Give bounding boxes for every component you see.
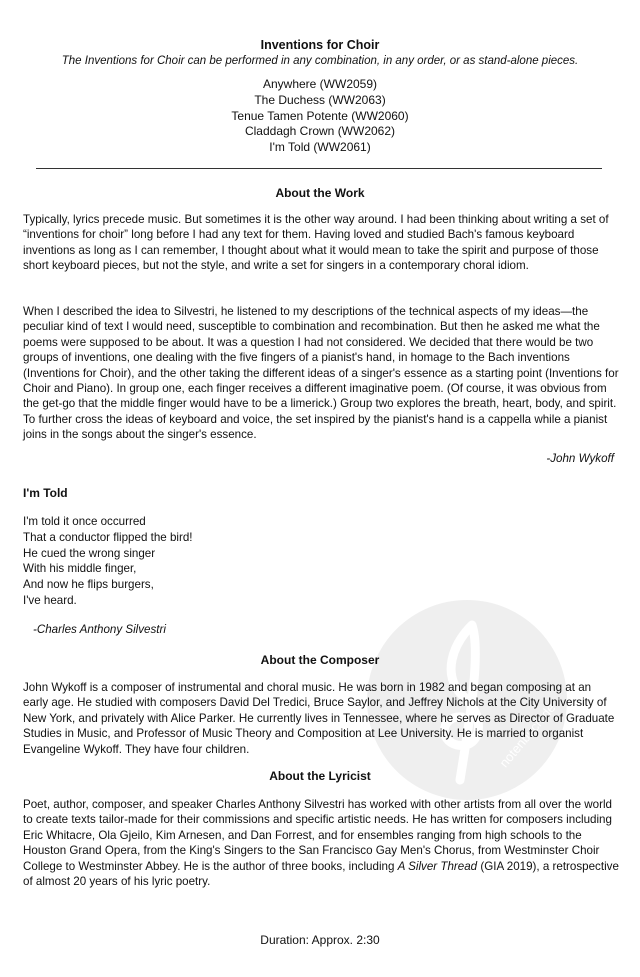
about-work-paragraph-2: When I described the idea to Silvestri, he listened to my descriptions of the technical aspects of my ideas—the peculiar kind of text I would need, susceptible to combination and recombination. But then he asked me what the poems were supposed to be about. It was a question I had not considered. We decided that there would be two groups of inventions, one dealing with the five fingers of a pianist's hand, in homage to the Bach inventions (Inventions for Choir), and the other taking the different ideas of a singer's essence as a starting point (Inventions for Choir and Piano). In group one, each finger receives a different imaginative poem. (Of course, it was obvious from the get-go that the middle finger would have to be a limerick.) Group two explores the breath, heart, body, and spirit. To further cross the ideas of keyboard and voice, the set inspired by the pianist's hand is a cappella while a pianist joins in the songs about the singer's essence. xyxy=(23,305,619,442)
poem-line: I'm told it once occurred xyxy=(23,515,146,528)
poem-line: I've heard. xyxy=(23,593,77,607)
about-work-heading: About the Work xyxy=(275,186,365,200)
piece-item: Anywhere (WW2059) xyxy=(262,77,378,91)
about-composer-heading: About the Composer xyxy=(260,653,380,667)
piece-item: I'm Told (WW2061) xyxy=(269,140,371,155)
piece-item: Tenue Tamen Potente (WW2060) xyxy=(231,108,409,123)
composer-signature: -John Wykoff xyxy=(546,452,614,465)
poem-line: With his middle finger, xyxy=(23,562,137,576)
about-lyricist-heading: About the Lyricist xyxy=(269,769,371,783)
page-subtitle: The Inventions for Choir can be performed in any combination, in any order, or as stand-alone pieces. xyxy=(61,55,579,67)
about-work-paragraph-1: Typically, lyrics precede music. But sometimes it is the other way around. I had been thinking about writing a set of “inventions for choir” long before I had any text for them. Having loved and studied Bach's famous keyboard inventions as long as I can remember, I thought about what it would mean to take the spirit and purpose of those short keyboard pieces, but not the style, and write a set for singers in a contemporary choral idiom. xyxy=(23,213,609,273)
poem-lines xyxy=(23,514,193,609)
piece-list xyxy=(0,77,640,156)
about-lyricist-paragraph xyxy=(23,797,619,889)
poem-line: That a conductor flipped the bird! xyxy=(23,530,193,544)
poem-line: He cued the wrong singer xyxy=(23,546,156,560)
poem-line: And now he flips burgers, xyxy=(23,578,154,592)
divider xyxy=(36,168,602,169)
duration-text: Duration: Approx. 2:30 xyxy=(260,933,380,947)
lyricist-text: Poet, author, composer, and speaker Charles Anthony Silvestri has worked with other artists from all over the world to create texts tailor-made for their commissions and specific artistic needs. He has written for composers including Eric Whitacre, Ola Gjeilo, Kim Arnesen, and Dan Forrest, and for ensembles ranging from high schools to the Houston Grand Opera, from the King's Singers to the San Francisco Gay Men's Chorus, from Westminster Choir College to Westminster Abbey. He is the author of three books, including xyxy=(23,798,612,873)
lyricist-text: (GIA 2019), a retrospective of almost 20 years of his lyric poetry. xyxy=(23,859,619,889)
piece-item: Claddagh Crown (WW2062) xyxy=(244,124,396,139)
book-title: A Silver Thread xyxy=(397,859,478,873)
poem-title: I'm Told xyxy=(23,486,68,500)
lyricist-signature: -Charles Anthony Silvestri xyxy=(33,623,166,636)
watermark-text: notenbuch.de xyxy=(496,700,559,771)
page-title: Inventions for Choir xyxy=(260,38,380,52)
about-composer-paragraph: John Wykoff is a composer of instrumental and choral music. He was born in 1982 and began composing at an early age. He studied with composers David Del Tredici, Bruce Saylor, and Jeffrey Nichols at the City University of New York, and privately with Alice Parker. He currently lives in Tennessee, where he serves as Director of Graduate Studies in Music, and Professor of Music Theory and Composition at Lee University. He is married to organist Evangeline Wykoff. They have four children. xyxy=(23,681,615,756)
piece-item: The Duchess (WW2063) xyxy=(254,92,386,107)
